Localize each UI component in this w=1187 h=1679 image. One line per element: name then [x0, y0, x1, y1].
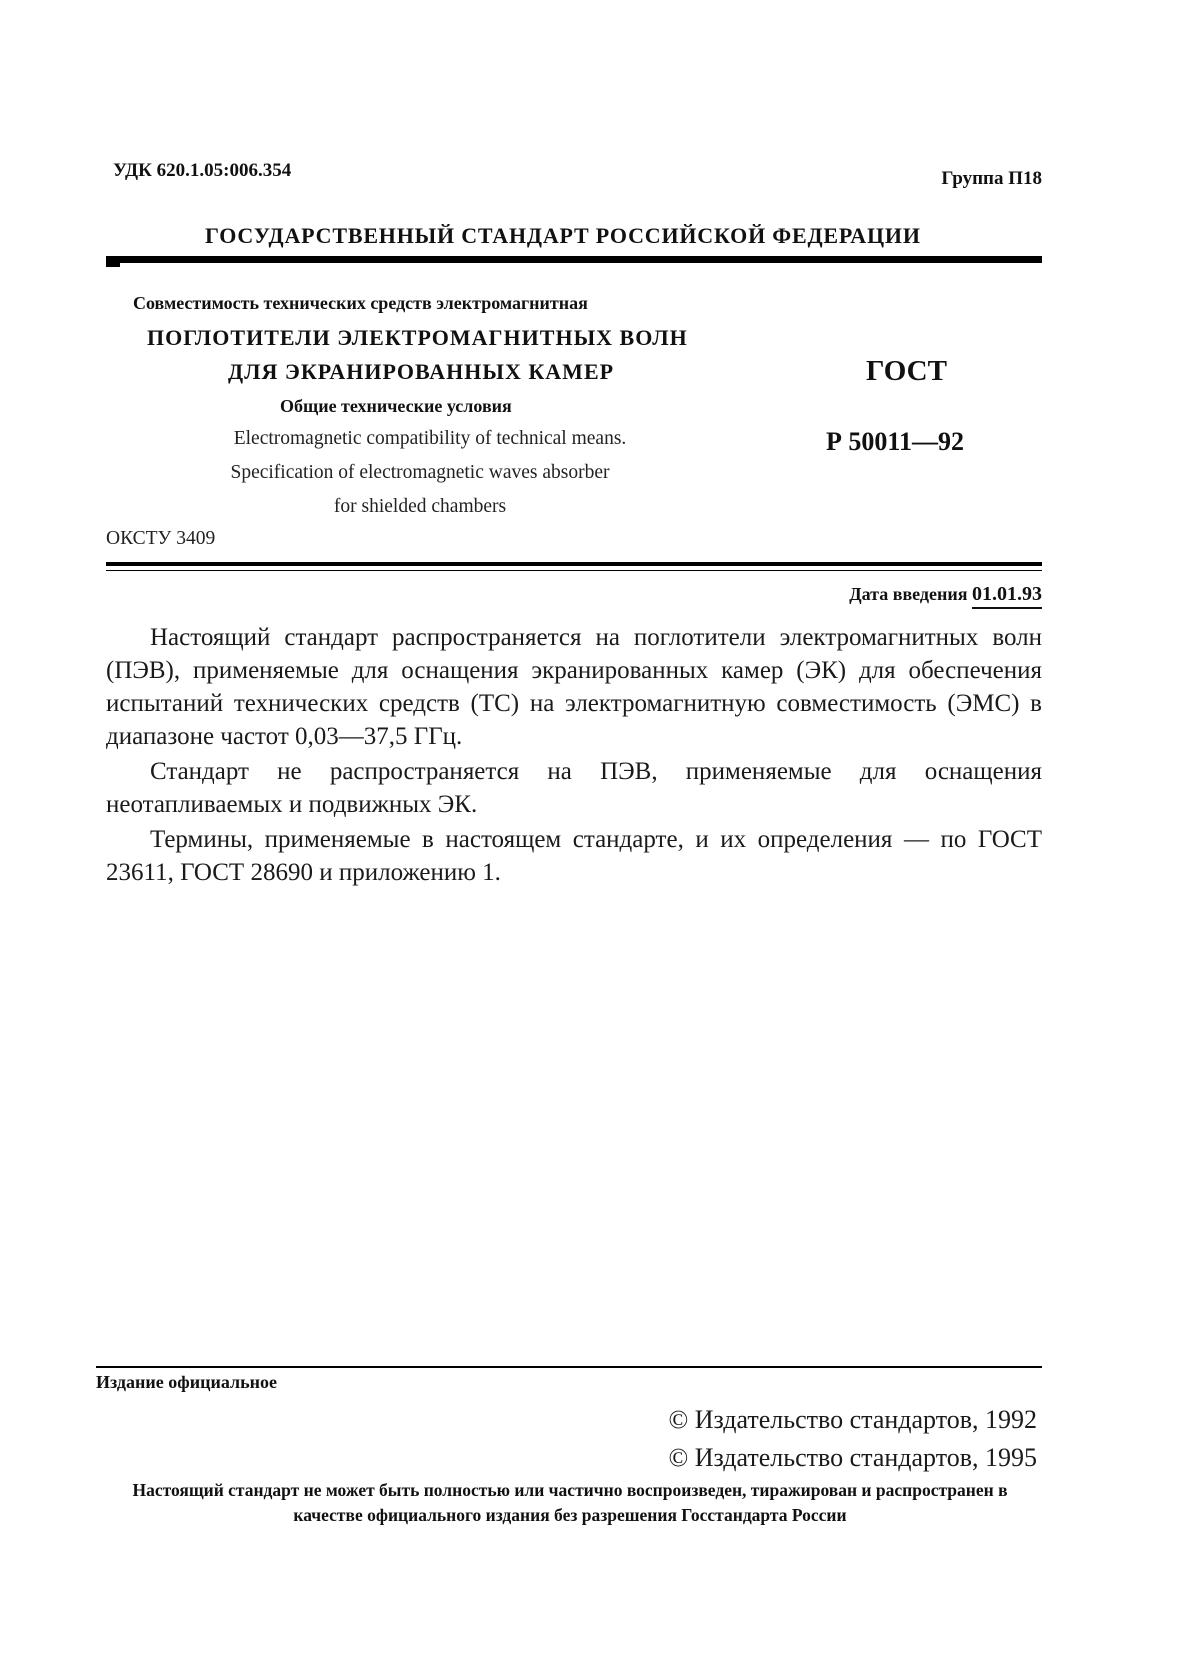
state-standard-title: ГОСУДАРСТВЕННЫЙ СТАНДАРТ РОССИЙСКОЙ ФЕДЕРАЦИИ: [205, 223, 921, 248]
copyright-1992: © Издательство стандартов, 1992: [668, 1405, 1037, 1434]
standard-topic: Совместимость технических средств электромагнитная: [133, 293, 588, 313]
gost-number: Р 50011—92: [826, 427, 964, 456]
reproduction-notice: Настоящий стандарт не может быть полностью или частично воспроизведен, тиражирован и распространен в качестве официального издания без разрешения Госстандарта России: [132, 1480, 1008, 1525]
title-bottom-rule-thin: [106, 570, 1042, 571]
group-code: Группа П18: [941, 168, 1042, 189]
body-paragraph-2: Стандарт не распространяется на ПЭВ, применяемые для оснащения неотапливаемых и подвижных ЭК.: [106, 758, 1042, 818]
standard-title-line2: ДЛЯ ЭКРАНИРОВАННЫХ КАМЕР: [228, 359, 615, 384]
intro-date-value: 01.01.93: [972, 583, 1042, 609]
body-paragraph-3: Термины, применяемые в настоящем стандарте, и их определения — по ГОСТ 23611, ГОСТ 28690 и приложению 1.: [106, 826, 1042, 886]
copyright-1995: © Издательство стандартов, 1995: [668, 1443, 1037, 1472]
english-title-line3: for shielded chambers: [333, 496, 507, 517]
oks-code: ОКСТУ 3409: [106, 528, 216, 549]
top-rule-mark: [106, 262, 120, 267]
title-bottom-rule: [106, 562, 1042, 566]
intro-date-label: Дата введения: [849, 584, 968, 604]
standard-subtitle: Общие технические условия: [280, 396, 512, 416]
top-thick-rule: [106, 256, 1042, 263]
body-paragraph-1: Настоящий стандарт распространяется на поглотители электромагнитных волн (ПЭВ), применяемые для оснащения экранированных камер (ЭК) для обеспечения испытаний технических средств (ТС) на электромагнитную совместимость (ЭМС) в диапазоне частот 0,03—37,5 ГГц.: [106, 624, 1042, 750]
udk-code: УДК 620.1.05:006.354: [113, 160, 292, 181]
body-text: [106, 621, 1042, 891]
english-title-line1: Electromagnetic compatibility of technical means.: [233, 428, 627, 449]
gost-label: ГОСТ: [866, 355, 947, 387]
footer-rule: [96, 1366, 1042, 1368]
english-title-line2: Specification of electromagnetic waves absorber: [230, 462, 610, 483]
edition-label: Издание официальное: [96, 1372, 277, 1392]
standard-title-line1: ПОГЛОТИТЕЛИ ЭЛЕКТРОМАГНИТНЫХ ВОЛН: [147, 325, 688, 350]
intro-date: [849, 583, 1042, 606]
